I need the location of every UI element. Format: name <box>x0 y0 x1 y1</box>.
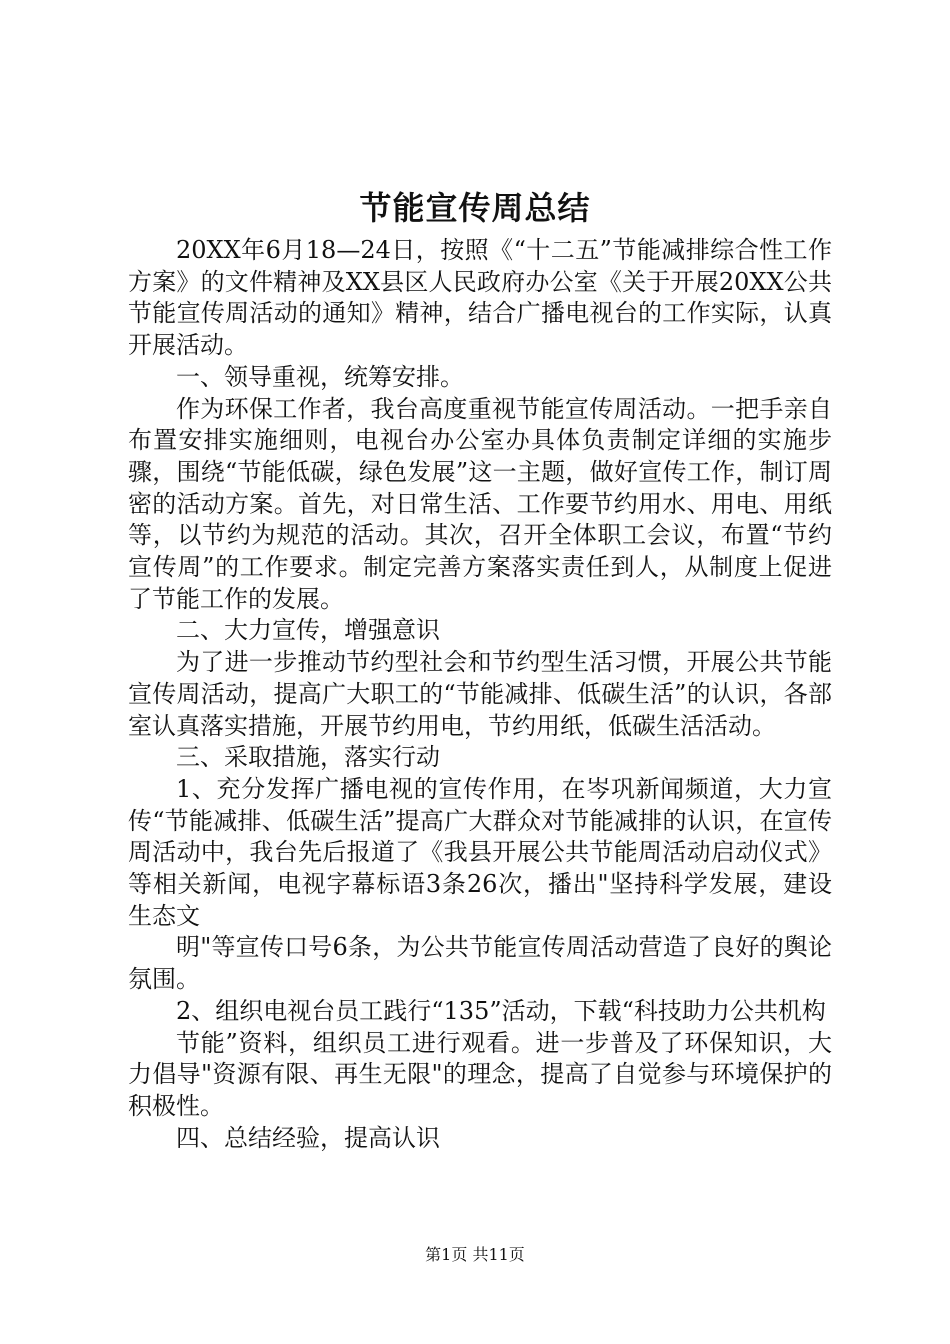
paragraph: 20XX年6月18—24日，按照《“十二五”节能减排综合性工作方案》的文件精神及XX县区人民政府办公室《关于开展20XX公共节能宣传周活动的通知》精神，结合广播电视台的工作实际，认真开展活动。 <box>128 236 832 360</box>
document-body <box>128 235 832 1154</box>
page-number: 第1页 共11页 <box>425 1245 525 1264</box>
paragraph: 1、充分发挥广播电视的宣传作用，在岑巩新闻频道，大力宣传“节能减排、低碳生活”提高广大群众对节能减排的认识，在宣传周活动中，我台先后报道了《我县开展公共节能周活动启动仪式》等相关新闻，电视字幕标语3条26次，播出"坚持科学发展，建设生态文 <box>128 774 832 930</box>
paragraph: 节能”资料，组织员工进行观看。进一步普及了环保知识，大力倡导"资源有限、再生无限"的理念，提高了自觉参与环境保护的积极性。 <box>128 1028 832 1120</box>
paragraph: 2、组织电视台员工践行“135”活动，下载“科技助力公共机构 <box>176 996 826 1025</box>
section-heading: 三、采取措施，落实行动 <box>176 743 440 772</box>
paragraph: 作为环保工作者，我台高度重视节能宣传周活动。一把手亲自布置安排实施细则，电视台办公室办具体负责制定详细的实施步骤，围绕“节能低碳，绿色发展”这一主题，做好宣传工作，制订周密的活动方案。首先，对日常生活、工作要节约用水、用电、用纸等，以节约为规范的活动。其次，召开全体职工会议，布置“节约宣传周”的工作要求。制定完善方案落实责任到人，从制度上促进了节能工作的发展。 <box>128 394 832 613</box>
paragraph: 为了进一步推动节约型社会和节约型生活习惯，开展公共节能宣传周活动，提高广大职工的“节能减排、低碳生活”的认识，各部室认真落实措施，开展节约用电，节约用纸，低碳生活活动。 <box>128 648 832 740</box>
paragraph: 明"等宣传口号6条，为公共节能宣传周活动营造了良好的舆论氛围。 <box>128 933 832 994</box>
section-heading: 一、领导重视，统筹安排。 <box>176 362 464 391</box>
document-title: 节能宣传周总结 <box>359 189 591 227</box>
section-heading: 四、总结经验，提高认识 <box>176 1123 440 1152</box>
section-heading: 二、大力宣传，增强意识 <box>176 616 440 645</box>
